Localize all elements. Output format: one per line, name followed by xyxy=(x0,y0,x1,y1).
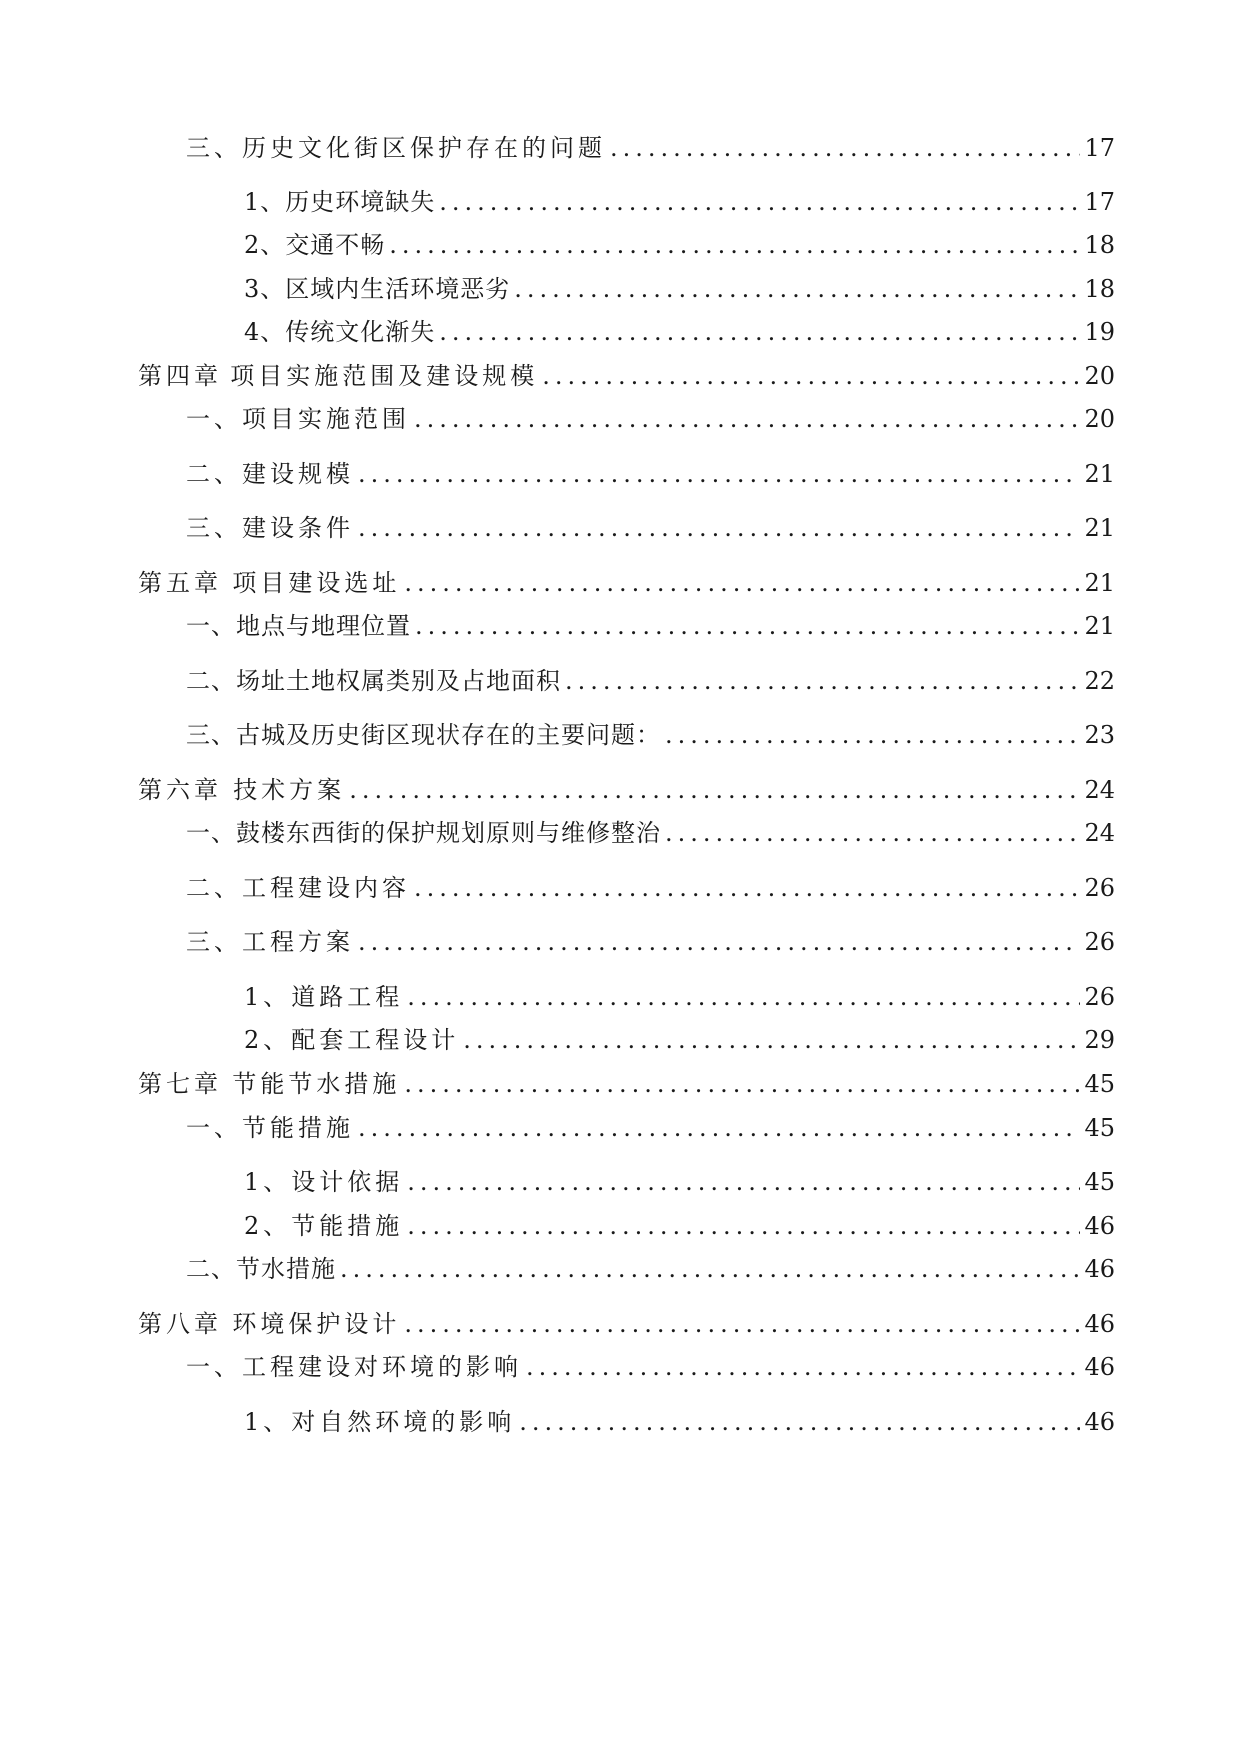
toc-page-number: 29 xyxy=(1084,1026,1115,1054)
toc-entry[interactable] xyxy=(244,980,1115,1014)
toc-page-number: 24 xyxy=(1084,819,1115,847)
toc-entry-label: 项目实施范围及建设规模 xyxy=(230,362,539,390)
toc-leader xyxy=(526,1350,1080,1384)
toc-chapter-entry[interactable] xyxy=(138,773,1115,807)
toc-leader xyxy=(665,816,1080,850)
toc-leader xyxy=(404,566,1080,600)
toc-chapter-number: 第六章 xyxy=(138,776,222,804)
toc-entry-label: 一、地点与地理位置 xyxy=(186,612,411,640)
toc-leader xyxy=(414,871,1080,905)
toc-entry-label: 一、工程建设对环境的影响 xyxy=(186,1353,522,1381)
toc-entry[interactable] xyxy=(186,1350,1115,1384)
toc-entry-label: 3、区域内生活环境恶劣 xyxy=(244,275,511,303)
toc-entry-label: 2、交通不畅 xyxy=(244,231,386,259)
toc-page-number: 45 xyxy=(1084,1070,1115,1098)
toc-leader xyxy=(389,228,1080,262)
toc-page-number: 19 xyxy=(1084,318,1115,346)
toc-entry-label: 二、场址土地权属类别及占地面积 xyxy=(186,667,561,695)
toc-leader xyxy=(340,1252,1080,1286)
toc-leader xyxy=(358,511,1080,545)
toc-page-number: 20 xyxy=(1084,362,1115,390)
toc-entry[interactable] xyxy=(186,925,1115,959)
toc-entry[interactable] xyxy=(244,185,1115,219)
toc-entry-label: 三、历史文化街区保护存在的问题 xyxy=(186,134,606,162)
toc-entry-label: 二、工程建设内容 xyxy=(186,874,410,902)
toc-leader xyxy=(463,1023,1080,1057)
toc-page-number: 18 xyxy=(1084,231,1115,259)
toc-entry-label: 环境保护设计 xyxy=(232,1310,401,1338)
toc-entry[interactable] xyxy=(186,511,1115,545)
toc-entry-label: 三、建设条件 xyxy=(186,514,354,542)
toc-entry-label: 节能节水措施 xyxy=(232,1070,401,1098)
toc-leader xyxy=(358,1111,1080,1145)
toc-entry[interactable] xyxy=(244,228,1115,262)
toc-page-number: 26 xyxy=(1084,874,1115,902)
toc-chapter-number: 第五章 xyxy=(138,569,222,597)
toc-entry[interactable] xyxy=(186,816,1115,850)
toc-entry[interactable] xyxy=(186,1111,1115,1145)
toc-page-number: 22 xyxy=(1084,667,1115,695)
toc-entry[interactable] xyxy=(186,871,1115,905)
toc-chapter-entry[interactable] xyxy=(138,566,1115,600)
toc-leader xyxy=(414,402,1080,436)
toc-leader xyxy=(610,131,1080,165)
toc-entry-label: 三、工程方案 xyxy=(186,928,354,956)
toc-chapter-number: 第四章 xyxy=(138,362,222,390)
toc-entry-label: 二、节水措施 xyxy=(186,1255,336,1283)
toc-leader xyxy=(404,1067,1080,1101)
toc-entry-label: 一、鼓楼东西街的保护规划原则与维修整治 xyxy=(186,819,661,847)
toc-entry[interactable] xyxy=(244,1209,1115,1243)
toc-page-number: 23 xyxy=(1084,721,1115,749)
toc-entry[interactable] xyxy=(186,1252,1115,1286)
toc-page-number: 21 xyxy=(1084,460,1115,488)
toc-leader xyxy=(542,359,1080,393)
toc-page-number: 26 xyxy=(1084,928,1115,956)
toc-leader xyxy=(358,457,1080,491)
toc-leader xyxy=(665,718,1080,752)
toc-entry[interactable] xyxy=(186,402,1115,436)
toc-leader xyxy=(439,185,1080,219)
toc-page-number: 21 xyxy=(1084,569,1115,597)
toc-page-number: 24 xyxy=(1084,776,1115,804)
toc-leader xyxy=(415,609,1080,643)
toc-page-number: 45 xyxy=(1084,1168,1115,1196)
toc-chapter-entry[interactable] xyxy=(138,1067,1115,1101)
toc-leader xyxy=(407,1209,1080,1243)
toc-page-number: 26 xyxy=(1084,983,1115,1011)
toc-entry-label: 1、道路工程 xyxy=(244,983,404,1011)
toc-entry[interactable] xyxy=(244,315,1115,349)
toc-leader xyxy=(404,1307,1080,1341)
toc-page-number: 20 xyxy=(1084,405,1115,433)
toc-chapter-entry[interactable] xyxy=(138,359,1115,393)
toc-entry-label: 二、建设规模 xyxy=(186,460,354,488)
toc-entry[interactable] xyxy=(186,457,1115,491)
toc-entry-label: 1、对自然环境的影响 xyxy=(244,1408,516,1436)
toc-page-number: 21 xyxy=(1084,612,1115,640)
toc-page-number: 46 xyxy=(1084,1212,1115,1240)
toc-leader xyxy=(407,1165,1080,1199)
toc-entry[interactable] xyxy=(244,1165,1115,1199)
toc-page-number: 45 xyxy=(1084,1114,1115,1142)
toc-leader xyxy=(519,1405,1080,1439)
toc-entry[interactable] xyxy=(186,664,1115,698)
toc-entry-label: 一、节能措施 xyxy=(186,1114,354,1142)
toc-leader xyxy=(407,980,1080,1014)
toc-leader xyxy=(514,272,1080,306)
toc-entry-label: 技术方案 xyxy=(233,776,346,804)
toc-leader xyxy=(349,773,1080,807)
toc-page-number: 17 xyxy=(1084,134,1115,162)
toc-leader xyxy=(565,664,1080,698)
toc-entry[interactable] xyxy=(186,609,1115,643)
toc-entry[interactable] xyxy=(186,718,1115,752)
toc-entry[interactable] xyxy=(244,272,1115,306)
toc-entry[interactable] xyxy=(244,1405,1115,1439)
toc-entry-label: 1、历史环境缺失 xyxy=(244,188,436,216)
toc-entry-label: 1、设计依据 xyxy=(244,1168,404,1196)
toc-page-number: 18 xyxy=(1084,275,1115,303)
toc-chapter-number: 第七章 xyxy=(138,1070,222,1098)
toc-page-number: 46 xyxy=(1084,1255,1115,1283)
toc-entry-label: 三、古城及历史街区现状存在的主要问题： xyxy=(186,721,661,749)
toc-page-number: 46 xyxy=(1084,1353,1115,1381)
toc-leader xyxy=(439,315,1080,349)
toc-page-number: 21 xyxy=(1084,514,1115,542)
toc-entry[interactable] xyxy=(186,131,1115,165)
toc-page-number: 46 xyxy=(1084,1310,1115,1338)
toc-leader xyxy=(358,925,1080,959)
toc-entry-label: 4、传统文化渐失 xyxy=(244,318,436,346)
toc-page-number: 46 xyxy=(1084,1408,1115,1436)
toc-entry-label: 项目建设选址 xyxy=(232,569,401,597)
toc-page-number: 17 xyxy=(1084,188,1115,216)
toc-entry-label: 2、节能措施 xyxy=(244,1212,404,1240)
toc-chapter-number: 第八章 xyxy=(138,1310,222,1338)
toc-entry[interactable] xyxy=(244,1023,1115,1057)
toc-entry-label: 2、配套工程设计 xyxy=(244,1026,460,1054)
toc-entry-label: 一、项目实施范围 xyxy=(186,405,410,433)
toc-chapter-entry[interactable] xyxy=(138,1307,1115,1341)
